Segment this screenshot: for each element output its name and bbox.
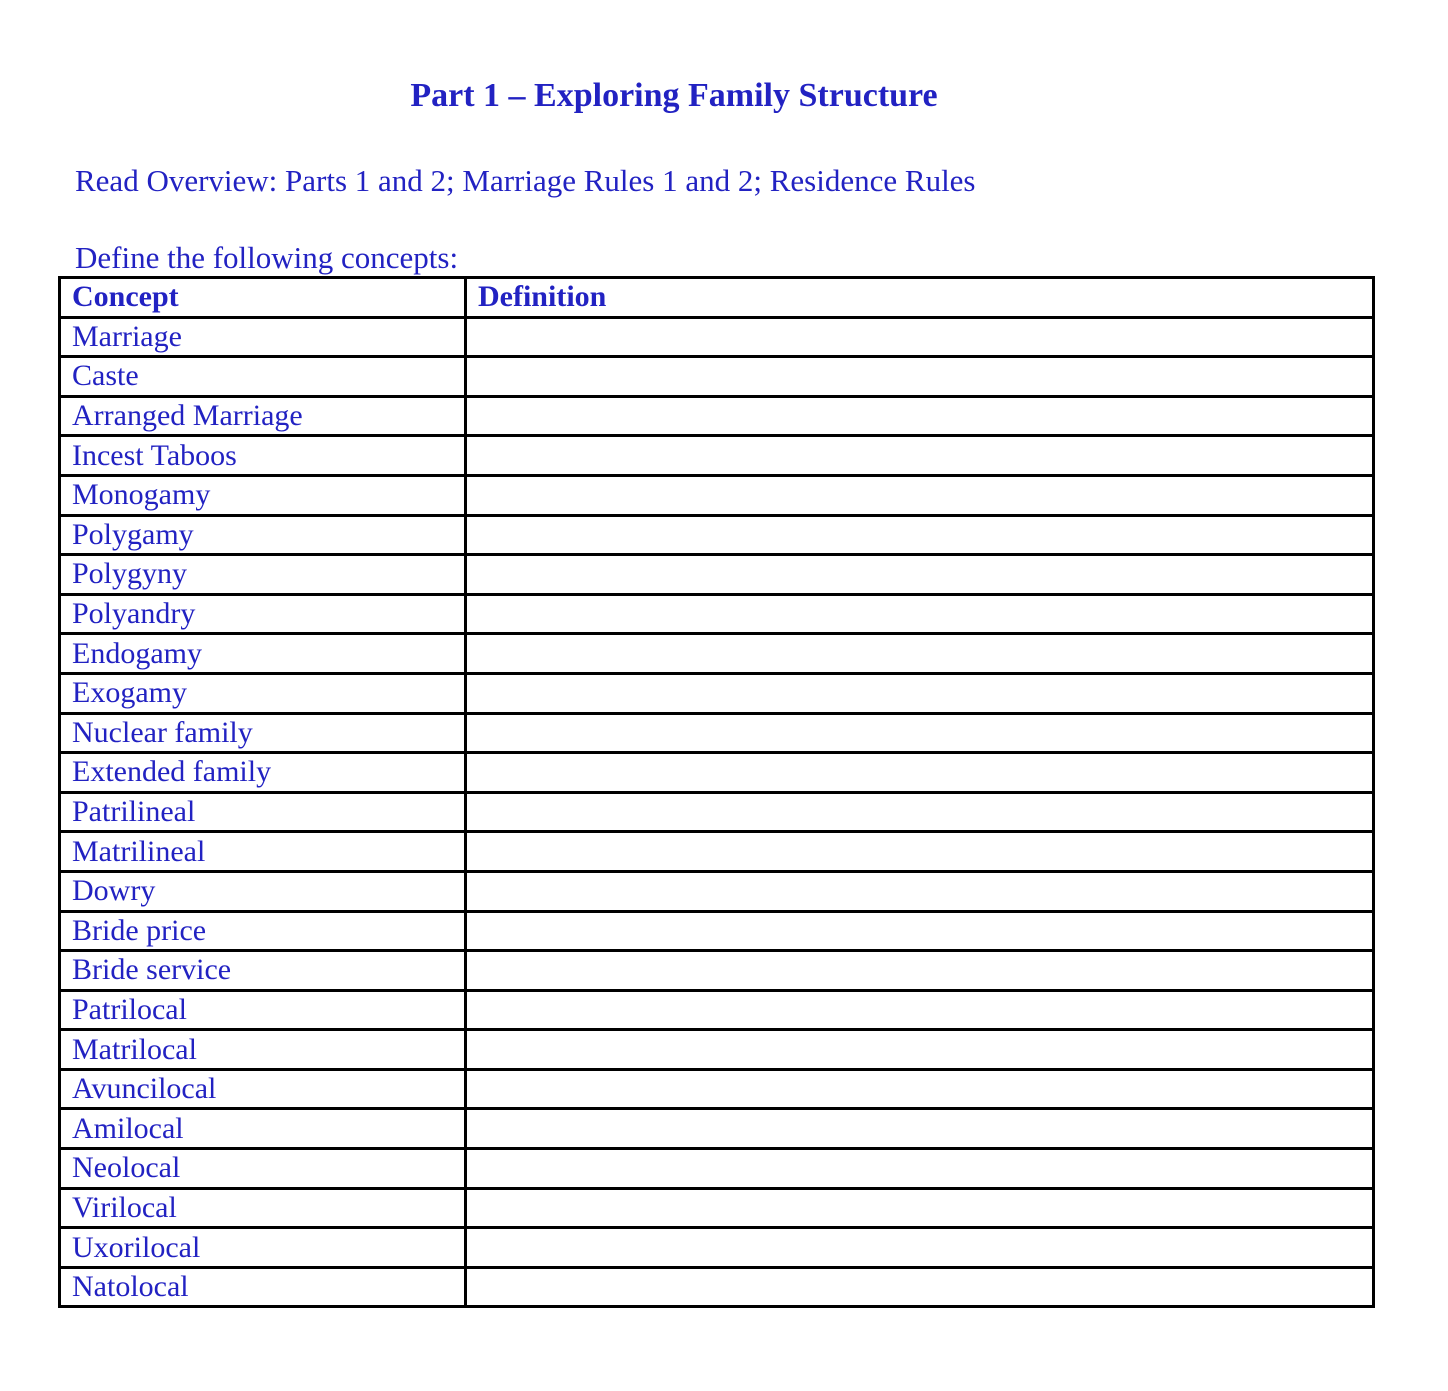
table-row <box>60 515 1374 555</box>
instructions-text: Read Overview: Parts 1 and 2; Marriage Rules 1 and 2; Residence Rules <box>75 163 976 198</box>
definition-cell[interactable] <box>466 1030 1374 1070</box>
table-row <box>60 713 1374 753</box>
table-row <box>60 357 1374 397</box>
table-row <box>60 634 1374 674</box>
table-body <box>60 317 1374 1307</box>
concept-cell: Bride service <box>60 951 466 991</box>
concept-cell: Polyandry <box>60 594 466 634</box>
concept-cell: Polygamy <box>60 515 466 555</box>
definition-cell[interactable] <box>466 396 1374 436</box>
table-row <box>60 436 1374 476</box>
table-row <box>60 1149 1374 1189</box>
definition-cell[interactable] <box>466 911 1374 951</box>
definition-cell[interactable] <box>466 673 1374 713</box>
table-row <box>60 871 1374 911</box>
concept-cell: Patrilocal <box>60 990 466 1030</box>
table-row <box>60 1069 1374 1109</box>
table-header-concept: Concept <box>60 278 466 318</box>
table-row <box>60 594 1374 634</box>
definition-cell[interactable] <box>466 357 1374 397</box>
concept-cell: Endogamy <box>60 634 466 674</box>
definition-cell[interactable] <box>466 1109 1374 1149</box>
definition-cell[interactable] <box>466 713 1374 753</box>
definition-cell[interactable] <box>466 1267 1374 1307</box>
table-header-definition: Definition <box>466 278 1374 318</box>
definition-cell[interactable] <box>466 1188 1374 1228</box>
definition-cell[interactable] <box>466 990 1374 1030</box>
definition-cell[interactable] <box>466 753 1374 793</box>
table-row <box>60 911 1374 951</box>
table-row <box>60 990 1374 1030</box>
concept-cell: Natolocal <box>60 1267 466 1307</box>
concept-cell: Patrilineal <box>60 792 466 832</box>
definition-cell[interactable] <box>466 1069 1374 1109</box>
page-title: Part 1 – Exploring Family Structure <box>410 77 938 114</box>
concept-cell: Matrilineal <box>60 832 466 872</box>
concept-cell: Matrilocal <box>60 1030 466 1070</box>
definition-cell[interactable] <box>466 475 1374 515</box>
concept-cell: Exogamy <box>60 673 466 713</box>
definition-cell[interactable] <box>466 1149 1374 1189</box>
definition-cell[interactable] <box>466 317 1374 357</box>
concept-cell: Neolocal <box>60 1149 466 1189</box>
table-row <box>60 396 1374 436</box>
concepts-table <box>58 276 1375 1308</box>
concept-cell: Nuclear family <box>60 713 466 753</box>
table-row <box>60 1267 1374 1307</box>
definition-cell[interactable] <box>466 515 1374 555</box>
concept-cell: Caste <box>60 357 466 397</box>
table-row <box>60 951 1374 991</box>
concept-cell: Bride price <box>60 911 466 951</box>
table-header-row <box>60 278 1374 318</box>
concept-cell: Arranged Marriage <box>60 396 466 436</box>
concept-cell: Amilocal <box>60 1109 466 1149</box>
table-row <box>60 673 1374 713</box>
concept-cell: Virilocal <box>60 1188 466 1228</box>
table-row <box>60 792 1374 832</box>
definition-cell[interactable] <box>466 832 1374 872</box>
definition-cell[interactable] <box>466 1228 1374 1268</box>
concept-cell: Extended family <box>60 753 466 793</box>
concept-cell: Polygyny <box>60 555 466 595</box>
table-row <box>60 832 1374 872</box>
table-row <box>60 555 1374 595</box>
definition-cell[interactable] <box>466 792 1374 832</box>
concept-cell: Incest Taboos <box>60 436 466 476</box>
table-row <box>60 475 1374 515</box>
table-row <box>60 1109 1374 1149</box>
concept-cell: Monogamy <box>60 475 466 515</box>
concept-cell: Marriage <box>60 317 466 357</box>
concept-cell: Avuncilocal <box>60 1069 466 1109</box>
table-row <box>60 1228 1374 1268</box>
table-row <box>60 753 1374 793</box>
definition-cell[interactable] <box>466 634 1374 674</box>
table-row <box>60 1030 1374 1070</box>
concept-cell: Dowry <box>60 871 466 911</box>
definition-cell[interactable] <box>466 951 1374 991</box>
definition-cell[interactable] <box>466 555 1374 595</box>
concept-cell: Uxorilocal <box>60 1228 466 1268</box>
definition-cell[interactable] <box>466 871 1374 911</box>
table-row <box>60 317 1374 357</box>
table-row <box>60 1188 1374 1228</box>
define-prompt-text: Define the following concepts: <box>75 240 459 275</box>
definition-cell[interactable] <box>466 594 1374 634</box>
definition-cell[interactable] <box>466 436 1374 476</box>
